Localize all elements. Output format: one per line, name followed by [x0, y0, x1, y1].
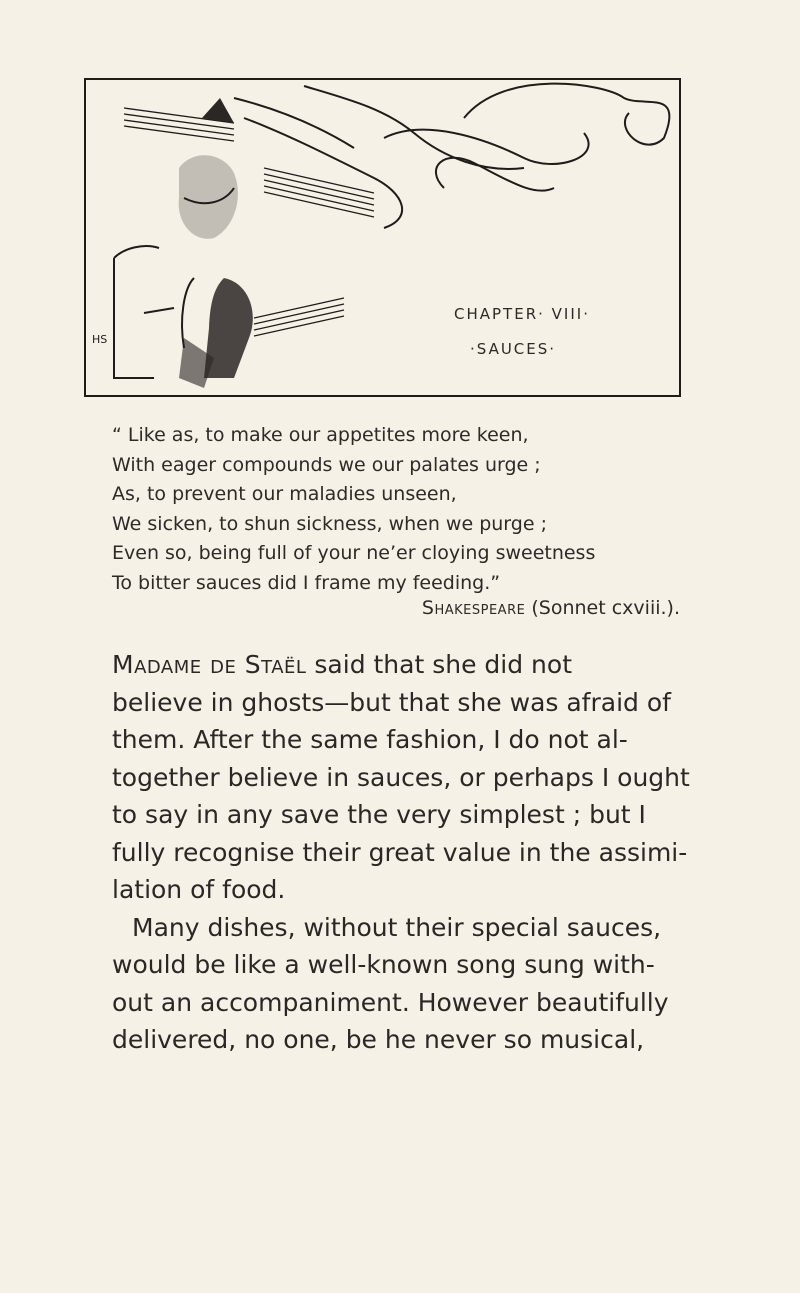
- attribution-source: (Sonnet cxviii.).: [531, 597, 680, 619]
- body-line: delivered, no one, be he never so musical,: [112, 1025, 645, 1054]
- headpiece-illustration: [84, 78, 682, 398]
- chapter-title: ·SAUCES·: [470, 340, 557, 358]
- epigraph-line: As, to prevent our maladies unseen,: [112, 483, 457, 505]
- epigraph-line: “ Like as, to make our appetites more keen,: [112, 424, 529, 446]
- body-line: Many dishes, without their special sauces,: [132, 912, 662, 942]
- body-line: lation of food.: [112, 875, 286, 904]
- epigraph-attribution: [422, 597, 680, 619]
- attribution-author: Shakespeare: [421, 597, 526, 619]
- epigraph-line: We sicken, to shun sickness, when we purge ;: [112, 512, 547, 535]
- epigraph-line: Even so, being full of your ne’er cloying sweetness: [112, 542, 596, 564]
- body-line: together believe in sauces, or perhaps I ought: [112, 762, 690, 792]
- epigraph-line: With eager compounds we our palates urge ;: [112, 453, 541, 476]
- epigraph-poem: [112, 421, 712, 598]
- body-line: to say in any save the very simplest ; but I: [112, 800, 646, 829]
- epigraph-line: To bitter sauces did I frame my feeding.”: [112, 571, 501, 594]
- chapter-headpiece: [84, 78, 682, 398]
- body-line: believe in ghosts—but that she was afraid of: [112, 687, 671, 717]
- body-text: [112, 646, 702, 1059]
- first-line-rest: said that she did not: [306, 650, 572, 679]
- monogram: HS: [92, 333, 108, 346]
- body-line: out an accompaniment. However beautifully: [112, 987, 669, 1017]
- chapter-label: CHAPTER· VIII·: [454, 305, 590, 323]
- lead-in-name: Madame de Staël: [112, 650, 307, 679]
- paragraph-1-first-line: [112, 646, 702, 684]
- body-line: them. After the same fashion, I do not al-: [112, 725, 628, 754]
- body-line: would be like a well-known song sung with-: [112, 950, 655, 979]
- body-line: fully recognise their great value in the assimi-: [112, 837, 688, 867]
